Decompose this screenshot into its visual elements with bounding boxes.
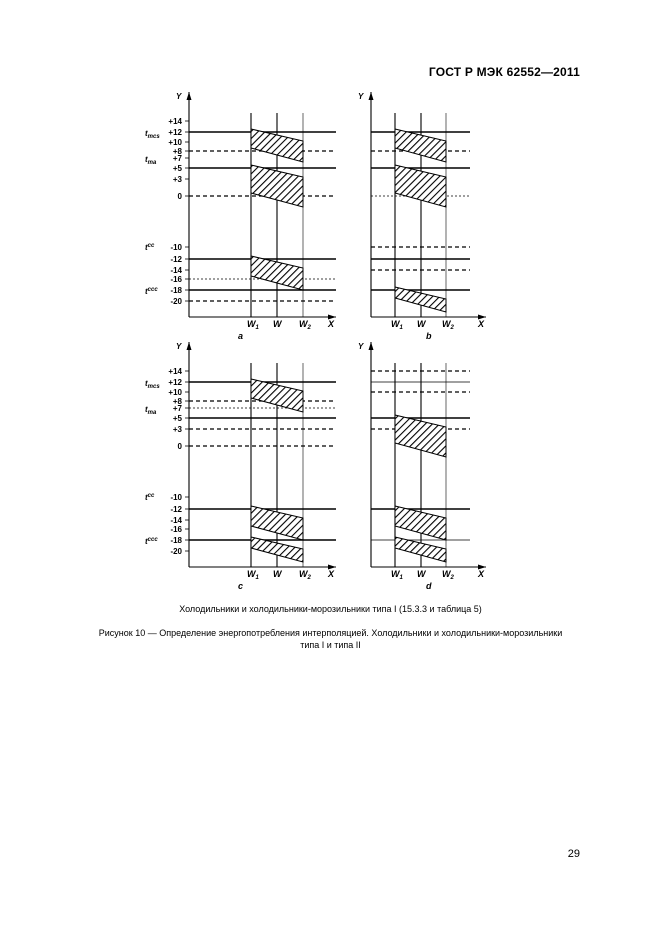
x-tick-label: $W_2$ <box>299 569 311 581</box>
y-tick-label: -18 <box>170 536 182 545</box>
x-axis-label: X <box>478 319 485 329</box>
panel-letter: d <box>426 581 432 591</box>
panel-d <box>358 342 486 591</box>
x-axis-label: X <box>328 319 335 329</box>
side-label: $t_{ma}$ <box>145 405 157 416</box>
x-tick-label: $W_1$ <box>391 319 403 331</box>
page-number: 29 <box>567 848 580 860</box>
y-tick-label: +3 <box>172 175 182 184</box>
x-tick-label: $W_1$ <box>391 569 403 581</box>
x-tick-label: $W_2$ <box>442 319 454 331</box>
y-axis-arrow <box>187 342 192 350</box>
y-tick-label: +14 <box>168 117 182 126</box>
panel-letter: c <box>238 581 244 591</box>
figure-caption-line-2: типа I и типа II <box>300 640 361 650</box>
y-tick-label: +12 <box>168 378 182 387</box>
y-tick-label: -10 <box>170 493 182 502</box>
panel-a <box>145 92 336 341</box>
y-tick-label: 0 <box>177 192 182 201</box>
x-tick-label: W <box>273 319 282 329</box>
y-tick-label: +8 <box>172 397 182 406</box>
panel-c <box>145 342 336 591</box>
y-tick-label: +7 <box>172 154 182 163</box>
y-tick-label: -20 <box>170 297 182 306</box>
figure-caption-line-1: Рисунок 10 — Определение энергопотребления интерполяцией. Холодильники и холодильники-морозильники <box>98 628 563 638</box>
y-tick-label: -20 <box>170 547 182 556</box>
y-axis-label: Y <box>358 342 364 351</box>
y-tick-label: -18 <box>170 286 182 295</box>
standard-header: ГОСТ Р МЭК 62552—2011 <box>428 65 580 79</box>
y-axis-arrow <box>369 92 374 100</box>
side-label: $t^{ccc}$ <box>145 287 158 296</box>
y-axis-label: Y <box>176 342 182 351</box>
y-tick-label: +7 <box>172 404 182 413</box>
side-label: $t_{ma}$ <box>145 155 157 166</box>
figure-subcaption: Холодильники и холодильники-морозильники типа I (15.3.3 и таблица 5) <box>179 604 482 614</box>
y-tick-label: +14 <box>168 367 182 376</box>
y-axis-label: Y <box>176 92 182 101</box>
side-label: $t^{ccc}$ <box>145 537 158 546</box>
side-label: $t^{cc}$ <box>145 243 155 252</box>
x-tick-label: W <box>273 569 282 579</box>
y-tick-label: +5 <box>172 164 182 173</box>
side-label: $t_{mcs}$ <box>145 129 160 140</box>
y-axis-arrow <box>369 342 374 350</box>
y-tick-label: +3 <box>172 425 182 434</box>
x-tick-label: W <box>417 569 426 579</box>
panel-letter: a <box>238 331 244 341</box>
y-tick-label: -12 <box>170 255 182 264</box>
x-tick-label: $W_2$ <box>442 569 454 581</box>
panel-letter: b <box>426 331 432 341</box>
x-tick-label: $W_1$ <box>247 319 259 331</box>
x-axis-label: X <box>478 569 485 579</box>
y-tick-label: -12 <box>170 505 182 514</box>
x-tick-label: W <box>417 319 426 329</box>
y-tick-label: +8 <box>172 147 182 156</box>
y-tick-label: +12 <box>168 128 182 137</box>
y-tick-label: 0 <box>177 442 182 451</box>
y-tick-label: -14 <box>170 266 182 275</box>
y-axis-label: Y <box>358 92 364 101</box>
x-tick-label: $W_2$ <box>299 319 311 331</box>
y-tick-label: -10 <box>170 243 182 252</box>
x-tick-label: $W_1$ <box>247 569 259 581</box>
y-tick-label: -16 <box>170 275 182 284</box>
y-tick-label: +5 <box>172 414 182 423</box>
y-tick-label: +10 <box>168 388 182 397</box>
y-tick-label: -16 <box>170 525 182 534</box>
y-tick-label: +10 <box>168 138 182 147</box>
side-label: $t^{cc}$ <box>145 493 155 502</box>
panel-b <box>358 92 486 341</box>
y-tick-label: -14 <box>170 516 182 525</box>
x-axis-label: X <box>328 569 335 579</box>
y-axis-arrow <box>187 92 192 100</box>
side-label: $t_{mcs}$ <box>145 379 160 390</box>
